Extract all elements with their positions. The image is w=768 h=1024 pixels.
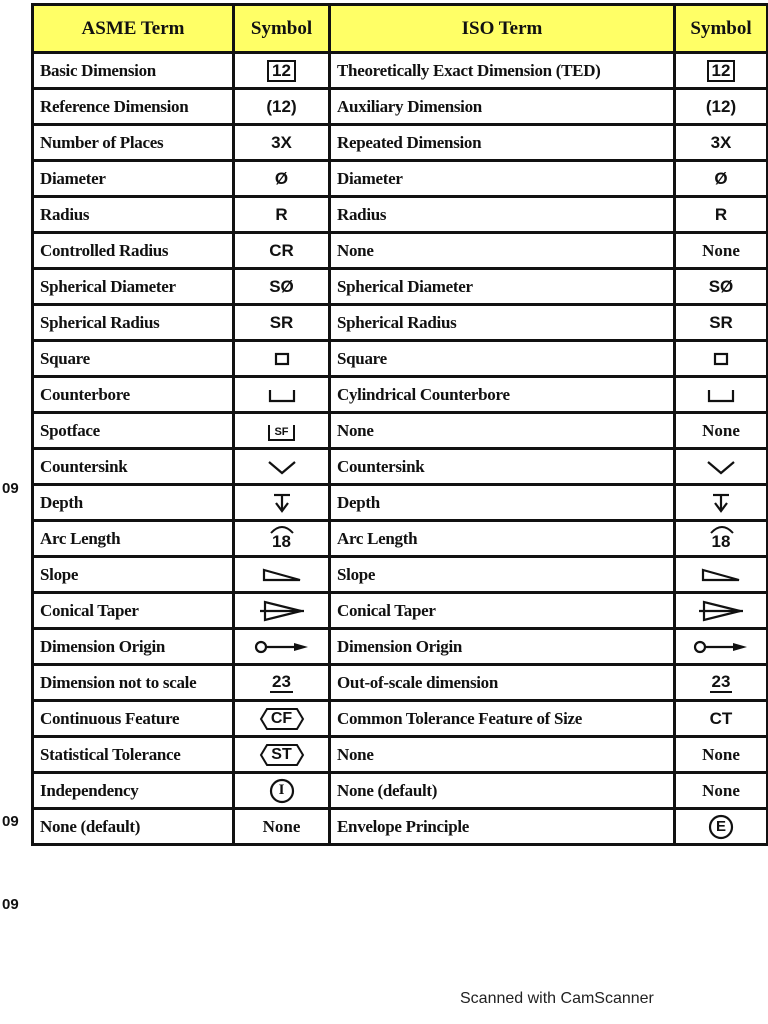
table-row [33,197,768,233]
asme-term: Dimension not to scale [33,665,234,701]
asme-symbol [234,521,330,557]
table-row [33,377,768,413]
asme-iso-symbol-table [31,3,768,846]
margin-note: 09 [2,480,19,497]
table-row [33,701,768,737]
iso-term: None [330,737,675,773]
asme-symbol [234,377,330,413]
iso-term: Theoretically Exact Dimension (TED) [330,53,675,89]
asme-symbol [234,485,330,521]
iso-term: Common Tolerance Feature of Size [330,701,675,737]
iso-symbol [675,341,768,377]
iso-term: Spherical Diameter [330,269,675,305]
envelope-principle-symbol [708,814,734,840]
iso-term: Dimension Origin [330,629,675,665]
slope-icon [262,567,302,583]
iso-symbol: R [675,197,768,233]
asme-symbol [234,413,330,449]
asme-symbol: SØ [234,269,330,305]
iso-symbol: (12) [675,89,768,125]
asme-term: Diameter [33,161,234,197]
asme-term: Reference Dimension [33,89,234,125]
iso-symbol: SR [675,305,768,341]
asme-symbol [234,53,330,89]
asme-term: Counterbore [33,377,234,413]
asme-term: Slope [33,557,234,593]
statistical-tolerance-symbol [259,743,305,767]
table-row [33,557,768,593]
none-text: None [702,420,740,440]
iso-term: Square [330,341,675,377]
scanner-watermark: Scanned with CamScanner [460,990,654,1007]
none-text: None [262,816,301,836]
counterbore-icon [266,386,298,404]
conical-taper-icon [259,600,305,622]
asme-symbol [234,809,330,845]
asme-symbol: 3X [234,125,330,161]
depth-icon [710,492,732,514]
iso-symbol: Ø [675,161,768,197]
iso-term: Cylindrical Counterbore [330,377,675,413]
asme-symbol: R [234,197,330,233]
iso-term: Out-of-scale dimension [330,665,675,701]
asme-term: Statistical Tolerance [33,737,234,773]
iso-term: Diameter [330,161,675,197]
iso-term: Envelope Principle [330,809,675,845]
asme-term: Controlled Radius [33,233,234,269]
asme-term: Depth [33,485,234,521]
iso-symbol [675,737,768,773]
iso-symbol [675,521,768,557]
table-row [33,125,768,161]
iso-symbol [675,665,768,701]
iso-term: None (default) [330,773,675,809]
iso-symbol [675,629,768,665]
table-row [33,737,768,773]
header-row [33,5,768,53]
square-icon [274,351,290,367]
iso-symbol: CT [675,701,768,737]
table-row [33,161,768,197]
table-row [33,809,768,845]
margin-note: 09 [2,813,19,830]
iso-term: Countersink [330,449,675,485]
asme-symbol [234,701,330,737]
asme-term: Dimension Origin [33,629,234,665]
header-asme-symbol: Symbol [234,5,330,53]
envelope-principle-label: E [715,817,726,835]
asme-symbol [234,629,330,665]
asme-term: Independency [33,773,234,809]
iso-term: Conical Taper [330,593,675,629]
iso-symbol [675,809,768,845]
iso-symbol [675,233,768,269]
header-iso-symbol: Symbol [675,5,768,53]
asme-term: Spherical Radius [33,305,234,341]
asme-term: Conical Taper [33,593,234,629]
table-row [33,485,768,521]
independency-symbol [269,778,295,804]
statistical-tolerance-label: ST [271,745,292,763]
iso-symbol [675,413,768,449]
basic-dimension-symbol: 12 [267,60,296,82]
iso-term: Slope [330,557,675,593]
asme-symbol: SR [234,305,330,341]
asme-term: Continuous Feature [33,701,234,737]
iso-term: Radius [330,197,675,233]
header-iso-term: ISO Term [330,5,675,53]
iso-symbol: 3X [675,125,768,161]
dimension-origin-icon [254,639,310,655]
asme-symbol [234,773,330,809]
table-row [33,233,768,269]
iso-term: Repeated Dimension [330,125,675,161]
not-to-scale-value: 23 [272,672,291,691]
iso-term: None [330,413,675,449]
table-row [33,53,768,89]
asme-term: Spotface [33,413,234,449]
iso-symbol [675,449,768,485]
asme-symbol: (12) [234,89,330,125]
iso-symbol [675,377,768,413]
table-row [33,341,768,377]
iso-term: Depth [330,485,675,521]
iso-term: Arc Length [330,521,675,557]
table-row [33,413,768,449]
header-asme-term: ASME Term [33,5,234,53]
none-text: None [702,240,740,260]
continuous-feature-symbol [259,707,305,731]
table-row [33,629,768,665]
asme-term: Basic Dimension [33,53,234,89]
iso-symbol [675,53,768,89]
asme-symbol [234,737,330,773]
asme-term: Spherical Diameter [33,269,234,305]
margin-note: 09 [2,896,19,913]
arc-length-value: 18 [272,531,291,551]
arc-icon [709,524,735,534]
iso-symbol [675,593,768,629]
asme-symbol [234,665,330,701]
none-text: None [702,780,740,800]
countersink-icon [267,459,297,475]
asme-symbol [234,341,330,377]
table-row [33,665,768,701]
ted-symbol: 12 [707,60,736,82]
table-row [33,449,768,485]
arc-length-symbol [712,526,731,552]
asme-symbol: CR [234,233,330,269]
depth-icon [271,492,293,514]
dimension-origin-icon [693,639,749,655]
independency-label: I [278,781,285,798]
table-row [33,305,768,341]
spotface-icon [268,425,294,441]
iso-symbol: SØ [675,269,768,305]
iso-symbol [675,485,768,521]
square-icon [713,351,729,367]
iso-symbol [675,557,768,593]
out-of-scale-value: 23 [711,672,731,691]
asme-term: Arc Length [33,521,234,557]
iso-symbol [675,773,768,809]
asme-symbol [234,557,330,593]
conical-taper-icon [698,600,744,622]
iso-term: None [330,233,675,269]
iso-term: Spherical Radius [330,305,675,341]
asme-symbol [234,593,330,629]
arc-icon [269,524,295,534]
asme-term: Countersink [33,449,234,485]
asme-term: None (default) [33,809,234,845]
table-row [33,269,768,305]
table-row [33,773,768,809]
table-row [33,593,768,629]
countersink-icon [706,459,736,475]
asme-term: Square [33,341,234,377]
asme-term: Radius [33,197,234,233]
asme-symbol [234,449,330,485]
table-row [33,89,768,125]
slope-icon [701,567,741,583]
arc-length-value: 18 [711,531,731,551]
asme-term: Number of Places [33,125,234,161]
iso-term: Auxiliary Dimension [330,89,675,125]
none-text: None [702,744,740,764]
table-row [33,521,768,557]
spotface-label: SF [274,426,289,438]
asme-symbol: Ø [234,161,330,197]
continuous-feature-label: CF [270,709,293,727]
arc-length-symbol [272,526,291,552]
counterbore-icon [705,386,737,404]
